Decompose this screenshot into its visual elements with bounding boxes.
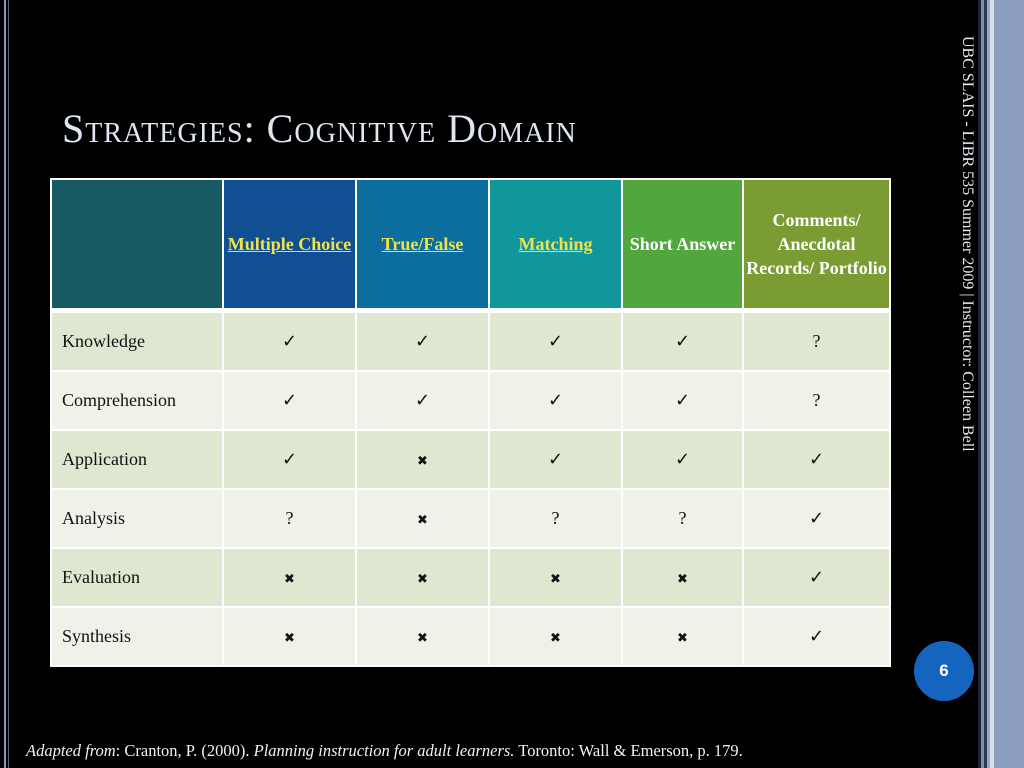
- check-icon: ✓: [547, 331, 564, 352]
- cross-icon: ✖: [677, 631, 688, 646]
- row-label: Comprehension: [51, 371, 223, 430]
- check-icon: ✓: [674, 331, 691, 352]
- cell-check: [622, 430, 743, 489]
- cell-question: [223, 489, 356, 548]
- cell-cross: [223, 548, 356, 607]
- column-header: [622, 179, 743, 311]
- cell-check: [743, 430, 890, 489]
- cell-check: [489, 311, 622, 372]
- cross-icon: ✖: [417, 513, 428, 528]
- cell-cross: [489, 548, 622, 607]
- cell-check: [223, 430, 356, 489]
- cell-cross: [356, 430, 489, 489]
- page-number-badge: 6: [914, 641, 974, 701]
- table-row: [51, 371, 890, 430]
- citation-publisher: Toronto: Wall & Emerson, p. 179.: [514, 741, 743, 760]
- cross-icon: ✖: [550, 631, 561, 646]
- left-border-line-inner: [8, 0, 9, 768]
- cell-cross: [622, 548, 743, 607]
- check-icon: ✓: [808, 567, 825, 588]
- question-mark: ?: [812, 331, 821, 351]
- cell-cross: [356, 489, 489, 548]
- row-label: Analysis: [51, 489, 223, 548]
- row-label: Application: [51, 430, 223, 489]
- citation-adapted-from: Adapted from: [26, 741, 116, 760]
- column-header: [743, 179, 890, 311]
- cross-icon: ✖: [417, 572, 428, 587]
- cross-icon: ✖: [417, 631, 428, 646]
- check-icon: ✓: [281, 390, 298, 411]
- cross-icon: ✖: [677, 572, 688, 587]
- check-icon: ✓: [414, 390, 431, 411]
- question-mark: ?: [678, 508, 687, 528]
- left-border-line: [4, 0, 6, 768]
- cell-question: [743, 371, 890, 430]
- table-row: [51, 548, 890, 607]
- row-label: Knowledge: [51, 311, 223, 372]
- cell-check: [356, 311, 489, 372]
- header-cell-empty: [51, 179, 223, 311]
- cross-icon: ✖: [550, 572, 561, 587]
- column-header: [489, 179, 622, 311]
- check-icon: ✓: [547, 449, 564, 470]
- cell-cross: [622, 607, 743, 666]
- question-mark: ?: [551, 508, 560, 528]
- column-header-label[interactable]: True/False: [381, 234, 464, 254]
- course-caption: UBC SLAIS - LIBR 535 Summer 2009 | Instructor: Colleen Bell: [959, 36, 976, 452]
- cell-check: [743, 548, 890, 607]
- table-row: [51, 489, 890, 548]
- cell-check: [356, 371, 489, 430]
- cell-question: [489, 489, 622, 548]
- check-icon: ✓: [281, 331, 298, 352]
- cell-check: [743, 607, 890, 666]
- column-header-label: Comments/ Anecdotal Records/ Portfolio: [746, 210, 887, 278]
- table-row: [51, 607, 890, 666]
- cell-check: [223, 371, 356, 430]
- table-row: [51, 311, 890, 372]
- row-label: Synthesis: [51, 607, 223, 666]
- cell-check: [622, 371, 743, 430]
- question-mark: ?: [285, 508, 294, 528]
- row-label: Evaluation: [51, 548, 223, 607]
- strategies-table: [50, 178, 891, 667]
- table-body: [51, 311, 890, 667]
- cell-check: [489, 371, 622, 430]
- cross-icon: ✖: [417, 454, 428, 469]
- check-icon: ✓: [674, 390, 691, 411]
- cell-question: [622, 489, 743, 548]
- check-icon: ✓: [808, 508, 825, 529]
- cell-question: [743, 311, 890, 372]
- cell-check: [743, 489, 890, 548]
- question-mark: ?: [812, 390, 821, 410]
- column-header-label[interactable]: Matching: [518, 234, 593, 254]
- cell-check: [489, 430, 622, 489]
- check-icon: ✓: [808, 449, 825, 470]
- column-header-label[interactable]: Multiple Choice: [227, 234, 352, 254]
- citation-author: : Cranton, P. (2000).: [115, 741, 254, 760]
- citation-book-title: Planning instruction for adult learners.: [253, 741, 515, 760]
- check-icon: ✓: [674, 449, 691, 470]
- slide-title: Strategies: Cognitive Domain: [62, 106, 577, 151]
- column-header: [223, 179, 356, 311]
- check-icon: ✓: [414, 331, 431, 352]
- cell-cross: [356, 548, 489, 607]
- column-header-label: Short Answer: [629, 234, 736, 254]
- cell-cross: [356, 607, 489, 666]
- cell-cross: [489, 607, 622, 666]
- cell-check: [622, 311, 743, 372]
- table-header-row: [51, 179, 890, 311]
- cross-icon: ✖: [284, 572, 295, 587]
- check-icon: ✓: [808, 626, 825, 647]
- citation: [26, 741, 743, 761]
- check-icon: ✓: [281, 449, 298, 470]
- column-header: [356, 179, 489, 311]
- cell-check: [223, 311, 356, 372]
- cross-icon: ✖: [284, 631, 295, 646]
- cell-cross: [223, 607, 356, 666]
- decor-bar: [994, 0, 1024, 768]
- check-icon: ✓: [547, 390, 564, 411]
- right-decorative-bars: [978, 0, 1024, 768]
- table-row: [51, 430, 890, 489]
